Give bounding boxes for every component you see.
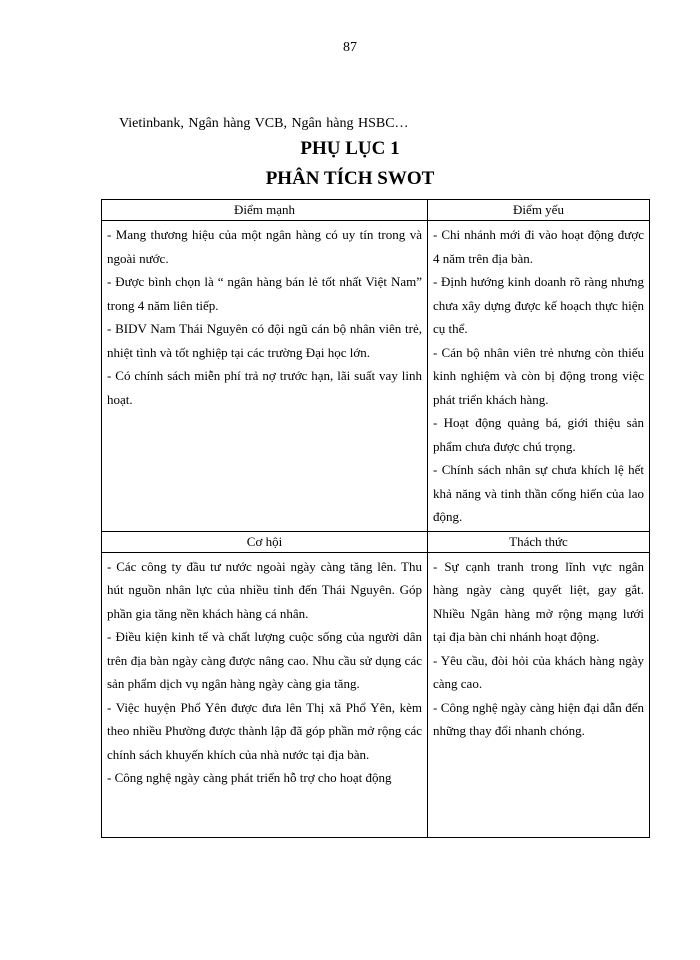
weaknesses-cell bbox=[428, 221, 650, 532]
weaknesses-list bbox=[433, 223, 644, 529]
strength-item: - Có chính sách miễn phí trả nợ trước hạn, lãi suất vay linh hoạt. bbox=[107, 368, 422, 407]
swot-header-row-2 bbox=[102, 531, 650, 552]
weakness-item: - Định hướng kinh doanh rõ ràng nhưng chưa xây dựng được kế hoạch thực hiện cụ thể. bbox=[433, 274, 644, 336]
swot-table bbox=[101, 199, 650, 838]
threat-item: - Sự cạnh tranh trong lĩnh vực ngân hàng ngày càng quyết liệt, gay gắt. Nhiều Ngân hàng mở rộng mạng lưới tại địa bàn chi nhánh hoạt động. bbox=[433, 558, 644, 644]
threat-item: - Yêu cầu, đòi hỏi của khách hàng ngày càng cao. bbox=[433, 652, 644, 691]
page-number: 87 bbox=[343, 40, 357, 55]
weakness-item: - Chính sách nhân sự chưa khích lệ hết khả năng và tinh thần cống hiến của lao động. bbox=[433, 462, 644, 524]
strength-item: - BIDV Nam Thái Nguyên có đội ngũ cán bộ nhân viên trẻ, nhiệt tình và tốt nghiệp tại các trường Đại học lớn. bbox=[107, 321, 422, 360]
opportunity-item: - Điều kiện kinh tế và chất lượng cuộc sống của người dân trên địa bàn ngày càng được nâng cao. Nhu cầu sử dụng các sản phẩm dịch vụ ngân hàng ngày càng gia tăng. bbox=[107, 629, 422, 691]
weakness-item: - Hoạt động quảng bá, giới thiệu sản phẩm chưa được chú trọng. bbox=[433, 415, 644, 454]
weakness-item: - Chi nhánh mới đi vào hoạt động được 4 năm trên địa bàn. bbox=[433, 227, 644, 266]
strength-item: - Mang thương hiệu của một ngân hàng có uy tín trong và ngoài nước. bbox=[107, 227, 422, 266]
opportunity-item: - Các công ty đầu tư nước ngoài ngày càng tăng lên. Thu hút nguồn nhân lực của nhiều tỉnh đến Thái Nguyên. Góp phần gia tăng nền khách hàng cá nhân. bbox=[107, 558, 422, 621]
strength-item: - Được bình chọn là “ ngân hàng bán lẻ tốt nhất Việt Nam” trong 4 năm liên tiếp. bbox=[107, 274, 422, 313]
strengths-cell bbox=[102, 221, 428, 532]
opportunities-list bbox=[107, 555, 422, 790]
strengths-list bbox=[107, 223, 422, 411]
opportunities-header: Cơ hội bbox=[102, 531, 428, 552]
threats-list bbox=[433, 555, 644, 743]
swot-title: PHÂN TÍCH SWOT bbox=[265, 168, 435, 189]
appendix-title: PHỤ LỤC 1 bbox=[300, 138, 400, 159]
threat-item: - Công nghệ ngày càng hiện đại dẫn đến những thay đổi nhanh chóng. bbox=[433, 699, 644, 738]
weaknesses-header: Điểm yếu bbox=[428, 200, 650, 221]
intro-text-line: Vietinbank, Ngân hàng VCB, Ngân hàng HSBC… bbox=[119, 116, 409, 131]
swot-header-row-1 bbox=[102, 200, 650, 221]
swot-content-row-1 bbox=[102, 221, 650, 532]
threats-cell bbox=[428, 552, 650, 837]
threats-header: Thách thức bbox=[428, 531, 650, 552]
swot-content-row-2 bbox=[102, 552, 650, 837]
opportunity-item: - Công nghệ ngày càng phát triển hỗ trợ cho hoạt động bbox=[107, 770, 392, 785]
strengths-header: Điểm mạnh bbox=[102, 200, 428, 221]
opportunities-cell bbox=[102, 552, 428, 837]
weakness-item: - Cán bộ nhân viên trẻ nhưng còn thiếu kinh nghiệm và còn bị động trong việc phát triển khách hàng. bbox=[433, 344, 644, 407]
opportunity-item: - Việc huyện Phổ Yên được đưa lên Thị xã Phổ Yên, kèm theo nhiều Phường được thành lập đã góp phần mở rộng các chính sách khuyến khích của nhà nước tại địa bàn. bbox=[107, 699, 422, 762]
